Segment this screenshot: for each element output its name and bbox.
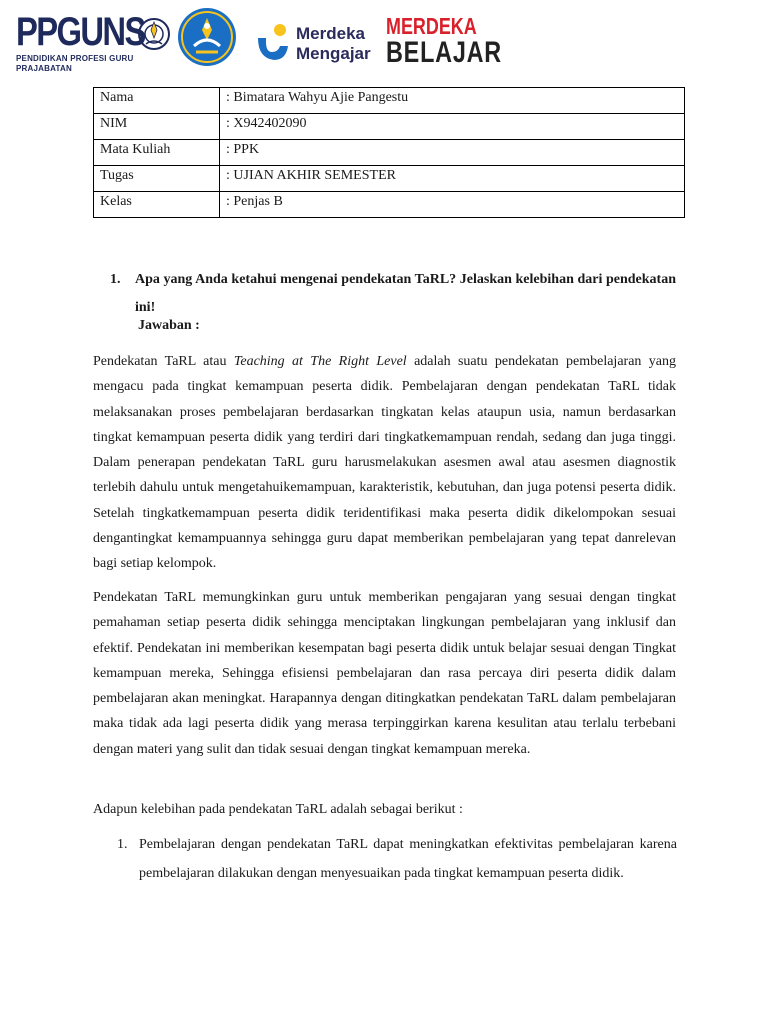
ppg-subtitle-line1: PENDIDIKAN PROFESI GURU bbox=[16, 54, 134, 63]
answer-label: Jawaban : bbox=[138, 318, 200, 333]
page-header bbox=[0, 0, 768, 80]
merdeka-mengajar-text bbox=[296, 24, 371, 64]
question-item bbox=[110, 266, 676, 322]
question-text: Apa yang Anda ketahui mengenai pendekatan TaRL? Jelaskan kelebihan dari pendekatan ini! bbox=[135, 272, 676, 315]
info-key-nama: Nama bbox=[94, 88, 220, 114]
ppg-subtitle-line2: PRAJABATAN bbox=[16, 64, 72, 73]
ppg-uns-wordmark bbox=[16, 12, 145, 52]
ppg-subtitle bbox=[16, 54, 134, 74]
info-value-tugas: : UJIAN AKHIR SEMESTER bbox=[220, 166, 685, 192]
paragraph-1-start: Pendekatan TaRL atau bbox=[93, 354, 234, 369]
info-key-kelas: Kelas bbox=[94, 192, 220, 218]
merdeka-mengajar-icon bbox=[254, 24, 292, 64]
ppg-text: PPG bbox=[16, 10, 81, 54]
info-key-mata-kuliah: Mata Kuliah bbox=[94, 140, 220, 166]
table-row bbox=[94, 192, 685, 218]
merdeka-mengajar-line1: Merdeka bbox=[296, 24, 365, 43]
student-info-table bbox=[93, 87, 685, 218]
list-item bbox=[117, 830, 677, 888]
info-value-kelas: : Penjas B bbox=[220, 192, 685, 218]
answer-paragraph-2: Pendekatan TaRL memungkinkan guru untuk memberikan pengajaran yang sesuai dengan tingkat pemahaman setiap peserta didik sehingga menciptakan lingkungan pembelajaran yang inklusif dan efektif. Pendekatan ini memberikan kesempatan bagi peserta didik untuk belajar sesuai dengan Tingkat kemampuan mereka, Sehingga efisiensi pembelajaran dan rasa percaya diri peserta didik dalam pembelajaran akan meningkat. Harapannya dengan ditingkatkan pendekatan TaRL dalam pembelajaran maka tidak ada lagi peserta didik yang merasa terpinggirkan karena kesulitan atau terlalu terbebani dengan materi yang sulit dan tidak sesuai dengan tingkat kemampuan mereka. bbox=[93, 590, 676, 757]
question-number: 1. bbox=[110, 272, 121, 287]
paragraph-1-italic-term: Teaching at The Right Level bbox=[233, 354, 407, 369]
info-value-nama: : Bimatara Wahyu Ajie Pangestu bbox=[220, 88, 685, 114]
table-row bbox=[94, 140, 685, 166]
merdeka-mengajar-line2: Mengajar bbox=[296, 44, 371, 63]
answer-paragraph-1 bbox=[93, 349, 676, 577]
ppg-uns-logo bbox=[16, 12, 176, 72]
info-key-nim: NIM bbox=[94, 114, 220, 140]
merdeka-belajar-line1: MERDEKA bbox=[386, 13, 477, 39]
advantage-number: 1. bbox=[117, 837, 128, 852]
info-value-mata-kuliah: : PPK bbox=[220, 140, 685, 166]
merdeka-belajar-line2: BELAJAR bbox=[386, 36, 502, 69]
merdeka-belajar-logo bbox=[386, 13, 502, 70]
paragraph-1-rest: adalah suatu pendekatan pembelajaran yang mengacu pada tingkat kemampuan peserta didik. Pembelajaran dengan pendekatan TaRL tidak melaksanakan proses pembelajaran berdasarkan tingkatan kelas ataupun usia, namun berdasarkan tingkat kemampuan peserta didik yang terdiri dari tingkatkemampuan rendah, sedang dan juga tinggi. Dalam penerapan pendekatan TaRL guru harusmelakukan asesmen awal atau asesmen diagnostik terlebih dahulu untuk mengetahuikemampuan, karakteristik, kebutuhan, dan juga potensi peserta didik. Setelah tingkatkemampuan peserta didik teridentifikasi maka peserta didik dikelompokan sesuai dengantingkat kemampuannya sehingga guru dapat memberikan pembelajaran yang tepat danrelevan bagi setiap kelompok. bbox=[93, 354, 676, 572]
table-row bbox=[94, 88, 685, 114]
answer-paragraph-3: Adapun kelebihan pada pendekatan TaRL adalah sebagai berikut : bbox=[93, 802, 463, 817]
uns-emblem-icon bbox=[134, 14, 174, 54]
advantage-text: Pembelajaran dengan pendekatan TaRL dapat meningkatkan efektivitas pembelajaran karena pembelajaran dilakukan dengan menyesuaikan pada tingkat kemampuan peserta didik. bbox=[139, 837, 677, 881]
uns-text: UNS bbox=[80, 10, 145, 54]
table-row bbox=[94, 114, 685, 140]
info-value-nim: : X942402090 bbox=[220, 114, 685, 140]
info-key-tugas: Tugas bbox=[94, 166, 220, 192]
table-row bbox=[94, 166, 685, 192]
tut-wuri-handayani-emblem-icon bbox=[176, 6, 238, 68]
merdeka-mengajar-logo bbox=[254, 22, 394, 70]
